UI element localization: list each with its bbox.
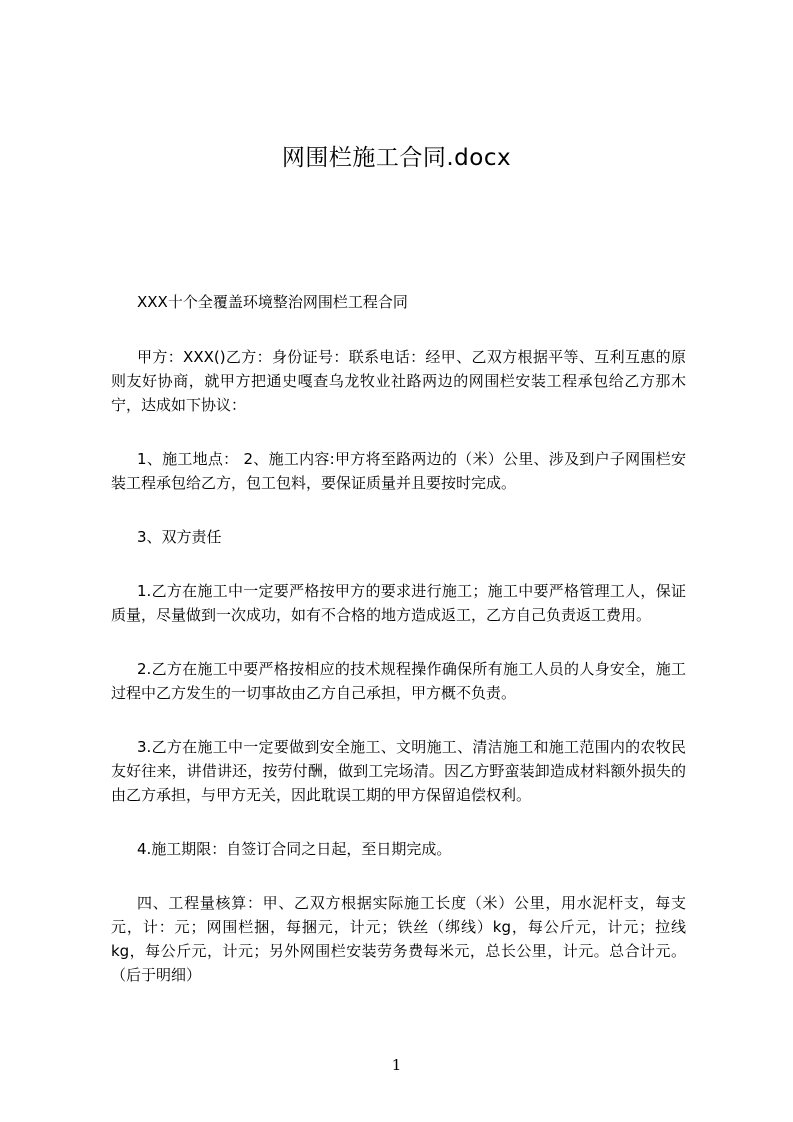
paragraph-responsibility-2: 2.乙方在施工中要严格按相应的技术规程操作确保所有施工人员的人身安全，施工过程中乙方发生的一切事故由乙方自己承担，甲方概不负责。 [111, 660, 686, 702]
paragraph-parties: 甲方：XXX()乙方：身份证号：联系电话：经甲、乙双方根据平等、互利互惠的原则友好协商，就甲方把通史嘎查乌龙牧业社路两边的网围栏安装工程承包给乙方那木宁，达成如下协议： [111, 348, 686, 414]
paragraph-responsibility-3: 3.乙方在施工中一定要做到安全施工、文明施工、清洁施工和施工范围内的农牧民友好往来，讲借讲还，按劳付酬，做到工完场清。因乙方野蛮装卸造成材料额外损失的由乙方承担，与甲方无关，因此耽误工期的甲方保留追偿权利。 [111, 738, 686, 804]
paragraph-construction-period: 4.施工期限：自签订合同之日起，至日期完成。 [137, 840, 452, 858]
document-title: 网围栏施工合同.docx [281, 145, 512, 171]
paragraph-site-content: 1、施工地点： 2、施工内容:甲方将至路两边的（米）公里、涉及到户子网围栏安装工程承包给乙方，包工包料，要保证质量并且要按时完成。 [111, 450, 686, 492]
paragraph-responsibilities-heading: 3、双方责任 [137, 528, 222, 546]
paragraph-responsibility-1: 1.乙方在施工中一定要严格按甲方的要求进行施工；施工中要严格管理工人，保证质量，尽量做到一次成功，如有不合格的地方造成返工，乙方自己负责返工费用。 [111, 582, 686, 624]
contract-heading: XXX十个全覆盖环境整治网围栏工程合同 [137, 293, 408, 311]
paragraph-quantity-accounting: 四、工程量核算：甲、乙双方根据实际施工长度（米）公里，用水泥杆支，每支元，计：元；网围栏捆，每捆元，计元；铁丝（绑线）kg，每公斤元，计元；拉线kg，每公斤元，计元；另外网围栏安装劳务费每米元，总长公里，计元。总合计元。（后于明细） [111, 894, 686, 984]
page-number: 1 [391, 1056, 402, 1074]
document-body [111, 290, 686, 1017]
